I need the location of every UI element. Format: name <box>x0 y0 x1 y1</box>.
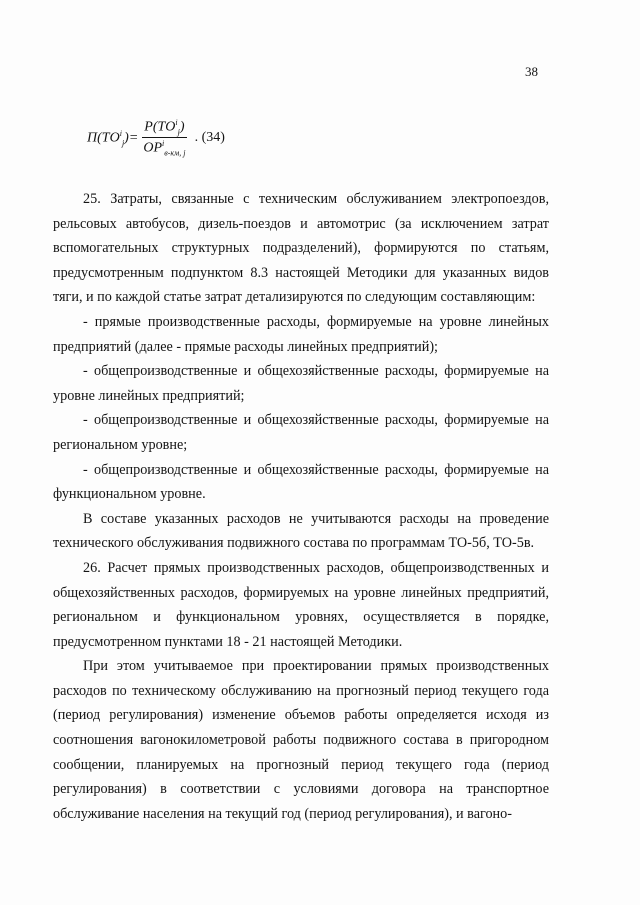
list-item-linear-level: - общепроизводственные и общехозяйственные расходы, формируемые на уровне линейных предприятий; <box>53 363 549 404</box>
formula-lhs: $П(ТО^i_j)=$ <box>87 128 139 148</box>
list-item-functional-level: - общепроизводственные и общехозяйственные расходы, формируемые на функциональном уровне. <box>53 461 549 503</box>
page-number: 38 <box>525 64 538 79</box>
paragraph-volume-change: При этом учитываемое при проектировании прямых производственных расходов по техническому обслуживанию на прогнозный период текущего года (период регулирования) изменение объемов работы определяется исходя из соотношения вагонокилометровой работы подвижного состава в пригородном сообщении, планируемых на прогнозный период текущего года (период регулирования) в соответствии с условиями договора на транспортное обслуживание населения на текущий год (период регулирования), и вагоно- <box>53 658 549 822</box>
paragraph-25: 25. Затраты, связанные с техническим обслуживанием электропоездов, рельсовых автобусов, дизель-поездов и автомотрис (за исключением затрат вспомогательных структурных подразделений), формируются по статьям, предусмотренным подпунктом 8.3 настоящей Методики для указанных видов тяги, и по каждой статье затрат детализируются по следующим составляющим: <box>53 191 549 306</box>
list-item-regional-level: - общепроизводственные и общехозяйственные расходы, формируемые на региональном уровне; <box>53 412 549 453</box>
equation-number: . (34) <box>194 129 225 145</box>
paragraph-exclusion: В составе указанных расходов не учитываются расходы на проведение технического обслуживания подвижного состава по программам ТО-5б, ТО-5в. <box>53 510 549 552</box>
formula-fraction <box>142 118 186 158</box>
formula-denominator: $ОР^i_{в-км, j}$ <box>143 139 186 158</box>
list-item-direct-costs: - прямые производственные расходы, формируемые на уровне линейных предприятий (далее - прямые расходы линейных предприятий); <box>53 313 549 355</box>
formula-34 <box>87 118 225 158</box>
body-text <box>53 187 549 826</box>
formula-numerator: $Р(ТО^i_j)$ <box>144 118 185 137</box>
paragraph-26: 26. Расчет прямых производственных расходов, общепроизводственных и общехозяйственных расходов, формируемых на уровне линейных предприятий, региональном и функциональном уровнях, осуществляется в порядке, предусмотренном пунктами 18 - 21 настоящей Методики. <box>53 559 549 650</box>
